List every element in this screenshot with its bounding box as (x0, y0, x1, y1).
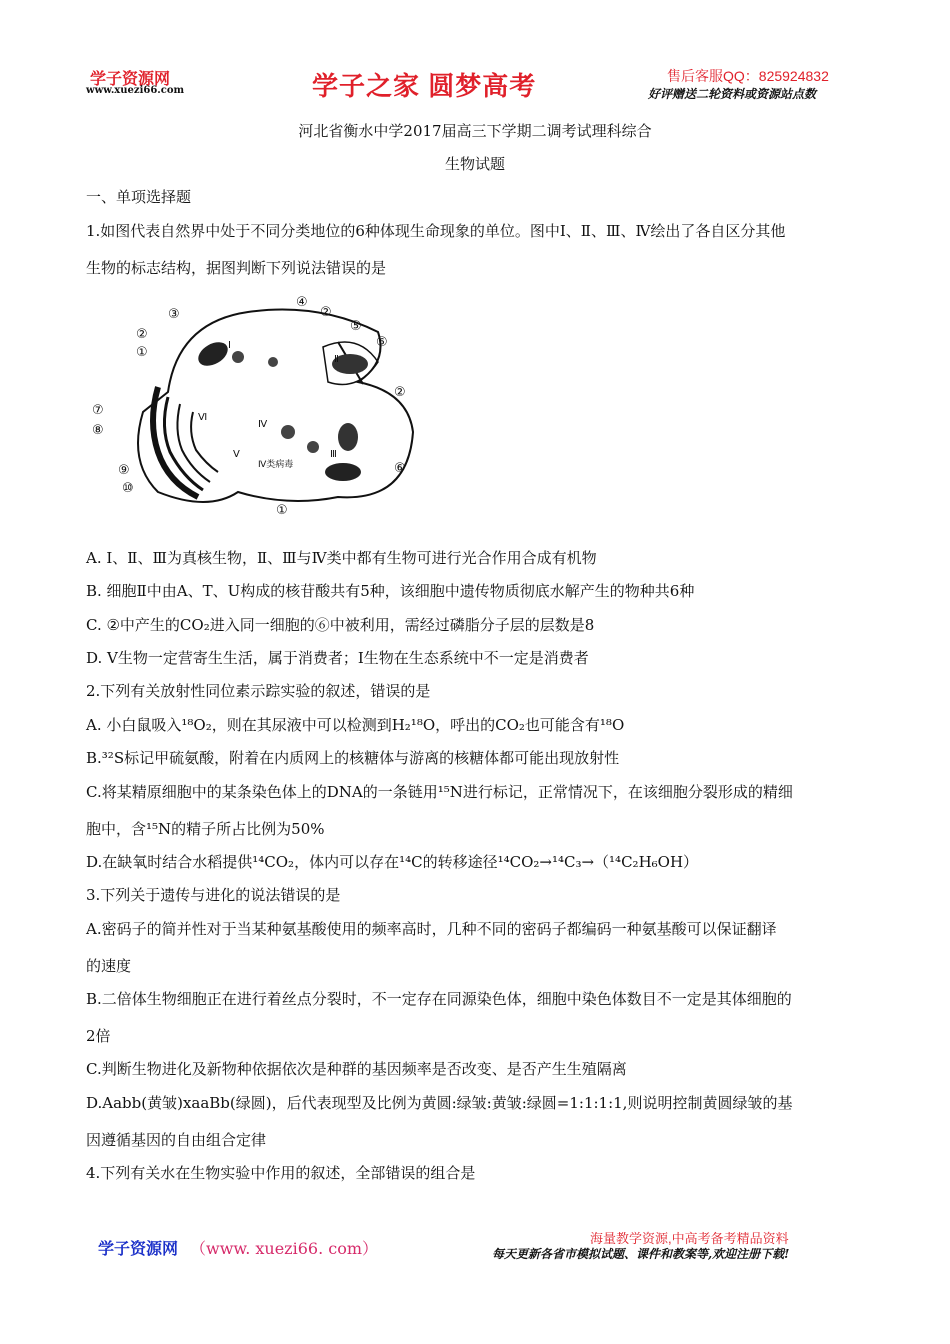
q2-stem: 2.下列有关放射性同位素示踪实验的叙述，错误的是 (86, 682, 431, 700)
label-1: ① (136, 345, 148, 360)
label-8: ⑧ (92, 423, 104, 438)
q3-option-b: B.二倍体生物细胞正在进行着丝点分裂时，不一定存在同源染色体，细胞中染色体数目不一定是其体细胞的 (86, 990, 792, 1008)
label-2c: ② (394, 385, 406, 400)
footer-logo[interactable]: 学子资源网 (98, 1241, 179, 1258)
svg-text:Ⅵ: Ⅵ (198, 412, 208, 423)
footer-url[interactable]: （www. xuezi66. com） (190, 1239, 379, 1258)
qq-contact: 售后客服QQ：825924832 (667, 68, 829, 84)
label-2b: ② (320, 305, 332, 320)
label-9: ⑨ (118, 463, 130, 478)
doc-title: 河北省衡水中学2017届高三下学期二调考试理科综合 (298, 122, 652, 140)
q3-option-c: C.判断生物进化及新物种依据依次是种群的基因频率是否改变、是否产生生殖隔离 (86, 1060, 627, 1078)
q2-option-a: A. 小白鼠吸入¹⁸O₂，则在其尿液中可以检测到H₂¹⁸O，呼出的CO₂也可能含有¹⁸O (86, 716, 625, 734)
section-heading: 一、单项选择题 (86, 188, 192, 206)
q2-option-d: D.在缺氧时结合水稻提供¹⁴CO₂，体内可以存在¹⁴C的转移途径¹⁴CO₂→¹⁴C₃→（¹⁴C₂H₆OH） (86, 853, 699, 871)
svg-text:Ⅰ: Ⅰ (228, 340, 231, 351)
label-1b: ① (276, 503, 288, 518)
cell-diagram (88, 292, 418, 522)
q3-option-d: D.Aabb(黄皱)xaaBb(绿圆)，后代表现型及比例为黄圆:绿皱:黄皱:绿圆=1:1:1:1,则说明控制黄圆绿皱的基 (86, 1094, 793, 1112)
header-hint: 好评赠送二轮资料或资源站点数 (648, 87, 817, 101)
q1-option-d: D. Ⅴ生物一定营寄生生活，属于消费者；Ⅰ生物在生态系统中不一定是消费者 (86, 649, 589, 667)
label-7: ⑦ (92, 403, 104, 418)
q4-stem: 4.下列有关水在生物实验中作用的叙述，全部错误的组合是 (86, 1164, 476, 1182)
footer-note: 每天更新各省市模拟试题、课件和教案等,欢迎注册下载! (492, 1247, 790, 1261)
svg-text:Ⅴ: Ⅴ (233, 449, 240, 460)
q3-option-a-cont: 的速度 (86, 957, 132, 975)
label-4: ④ (296, 295, 308, 310)
q1-option-a: A. Ⅰ、Ⅱ、Ⅲ为真核生物，Ⅱ、Ⅲ与Ⅳ类中都有生物可进行光合作用合成有机物 (86, 549, 597, 567)
site-logo[interactable]: 学子资源网 (90, 71, 171, 88)
svg-text:Ⅳ类病毒: Ⅳ类病毒 (258, 460, 294, 470)
svg-text:Ⅲ: Ⅲ (330, 449, 337, 460)
label-6b: ⑥ (394, 461, 406, 476)
svg-text:Ⅳ: Ⅳ (258, 419, 268, 430)
label-5: ⑤ (350, 319, 362, 334)
q2-option-b: B.³²S标记甲硫氨酸，附着在内质网上的核糖体与游离的核糖体都可能出现放射性 (86, 749, 620, 767)
label-10: ⑩ (122, 481, 134, 496)
site-url[interactable]: www.xuezi66.com (86, 85, 185, 96)
doc-subtitle: 生物试题 (444, 155, 505, 173)
label-2: ② (136, 327, 148, 342)
q3-stem: 3.下列关于遗传与进化的说法错误的是 (86, 886, 341, 904)
q3-option-a: A.密码子的简并性对于当某种氨基酸使用的频率高时，几种不同的密码子都编码一种氨基酸可以保证翻译 (86, 920, 777, 938)
q2-option-c: C.将某精原细胞中的某条染色体上的DNA的一条链用¹⁵N进行标记，正常情况下，在该细胞分裂形成的精细 (86, 783, 793, 801)
q1-option-c: C. ②中产生的CO₂进入同一细胞的⑥中被利用，需经过磷脂分子层的层数是8 (86, 616, 595, 634)
q3-option-b-cont: 2倍 (86, 1027, 111, 1045)
q1-option-b: B. 细胞Ⅱ中由A、T、U构成的核苷酸共有5种，该细胞中遗传物质彻底水解产生的物种共6种 (86, 582, 695, 600)
label-3: ③ (168, 307, 180, 322)
q1-stem: 1.如图代表自然界中处于不同分类地位的6种体现生命现象的单位。图中Ⅰ、Ⅱ、Ⅲ、Ⅳ绘出了各自区分其他 (86, 222, 786, 240)
q3-option-d-cont: 因遵循基因的自由组合定律 (86, 1131, 267, 1149)
slogan: 学子之家 圆梦高考 (312, 71, 537, 101)
q1-stem-cont: 生物的标志结构，据图判断下列说法错误的是 (86, 259, 387, 277)
q2-option-c-cont: 胞中，含¹⁵N的精子所占比例为50% (86, 820, 325, 838)
footer-promo: 海量教学资源,中高考备考精品资料 (590, 1231, 789, 1246)
svg-text:Ⅱ: Ⅱ (334, 354, 339, 365)
label-6: ⑥ (376, 335, 388, 350)
